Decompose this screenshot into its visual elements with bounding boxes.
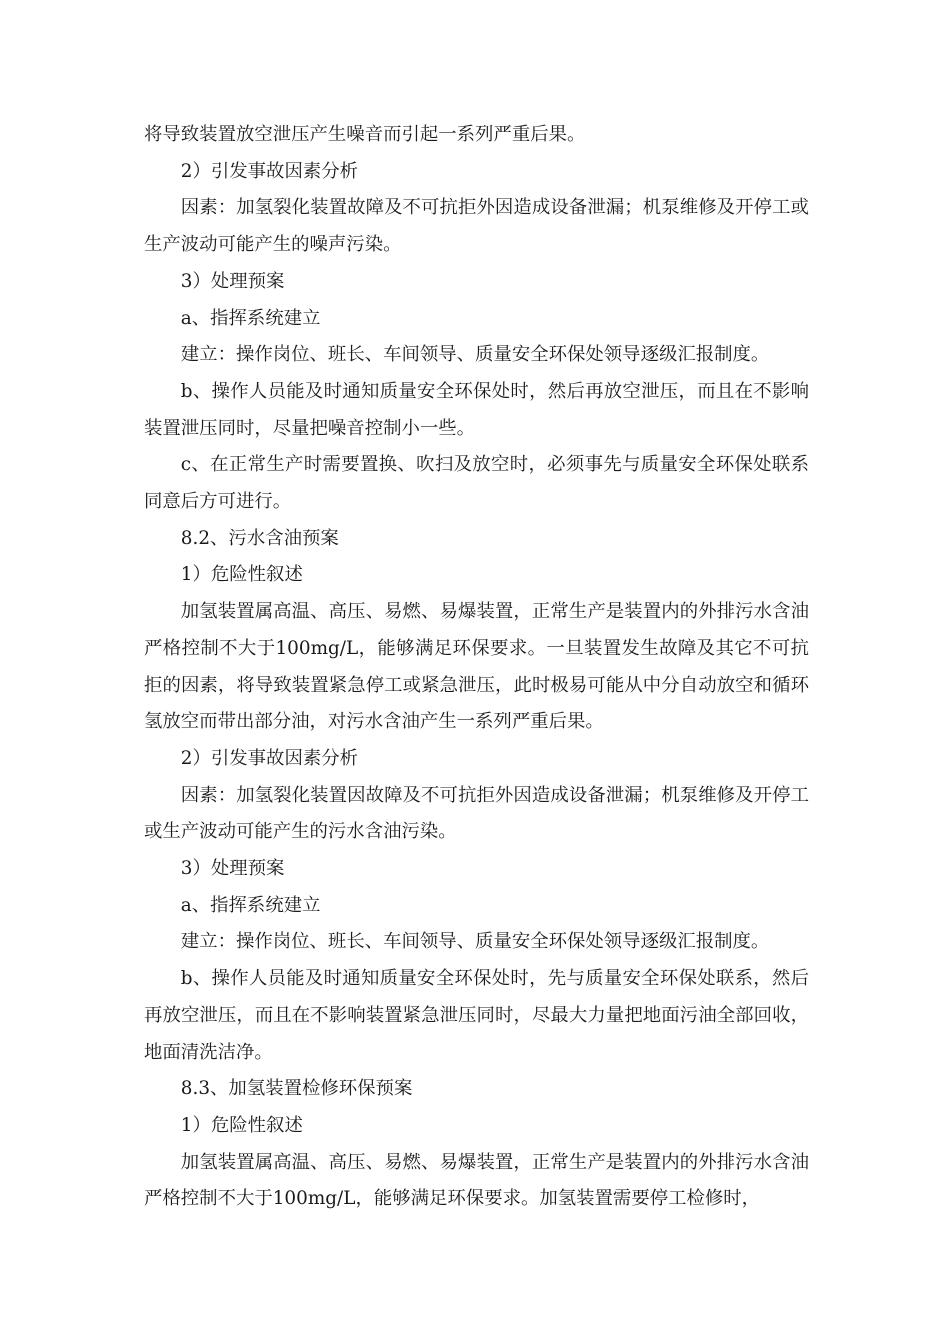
paragraph-factors: 因素：加氢裂化装置故障及不可抗拒外因造成设备泄漏；机泵维修及开停工或生产波动可能产生的噪声污染。 [144,197,809,256]
heading-cause-analysis: 2）引发事故因素分析 [180,747,359,769]
section-heading-8-3: 8.3、加氢装置检修环保预案 [180,1078,413,1100]
paragraph-reporting: 建立：操作岗位、班长、车间领导、质量安全环保处领导逐级汇报制度。 [180,344,770,366]
paragraph-hazard: 加氢装置属高温、高压、易燃、易爆装置，正常生产是装置内的外排污水含油严格控制不大于100mg/L，能够满足环保要求。加氢装置需要停工检修时， [144,1151,809,1210]
paragraph-factors: 因素：加氢裂化装置因故障及不可抗拒外因造成设备泄漏；机泵维修及开停工或生产波动可能产生的污水含油污染。 [144,784,809,843]
paragraph-continuation: 将导致装置放空泄压产生噪音而引起一系列严重后果。 [144,124,586,145]
section-heading-8-2: 8.2、污水含油预案 [180,527,339,549]
heading-response-plan: 3）处理预案 [180,270,285,292]
paragraph-item-b: b、操作人员能及时通知质量安全环保处时，然后再放空泄压，而且在不影响装置泄压同时，尽量把噪音控制小一些。 [144,380,809,439]
heading-command-system: a、指挥系统建立 [180,307,321,329]
heading-response-plan: 3）处理预案 [180,858,285,880]
heading-command-system: a、指挥系统建立 [180,894,321,916]
heading-hazard-description: 1）危险性叙述 [180,564,303,586]
paragraph-reporting: 建立：操作岗位、班长、车间领导、质量安全环保处领导逐级汇报制度。 [180,931,770,953]
paragraph-hazard: 加氢装置属高温、高压、易燃、易爆装置，正常生产是装置内的外排污水含油严格控制不大于100mg/L，能够满足环保要求。一旦装置发生故障及其它不可抗拒的因素，将导致装置紧急停工或紧急泄压，此时极易可能从中分自动放空和循环氢放空而带出部分油，对污水含油产生一系列严重后果。 [144,601,809,733]
paragraph-item-c: c、在正常生产时需要置换、吹扫及放空时，必须事先与质量安全环保处联系同意后方可进行。 [144,454,809,513]
document-body [144,117,809,1218]
heading-cause-analysis: 2）引发事故因素分析 [180,160,359,182]
heading-hazard-description: 1）危险性叙述 [180,1114,303,1136]
paragraph-item-b: b、操作人员能及时通知质量安全环保处时，先与质量安全环保处联系，然后再放空泄压，而且在不影响装置紧急泄压同时，尽最大力量把地面污油全部回收，地面清洗洁净。 [144,968,809,1063]
